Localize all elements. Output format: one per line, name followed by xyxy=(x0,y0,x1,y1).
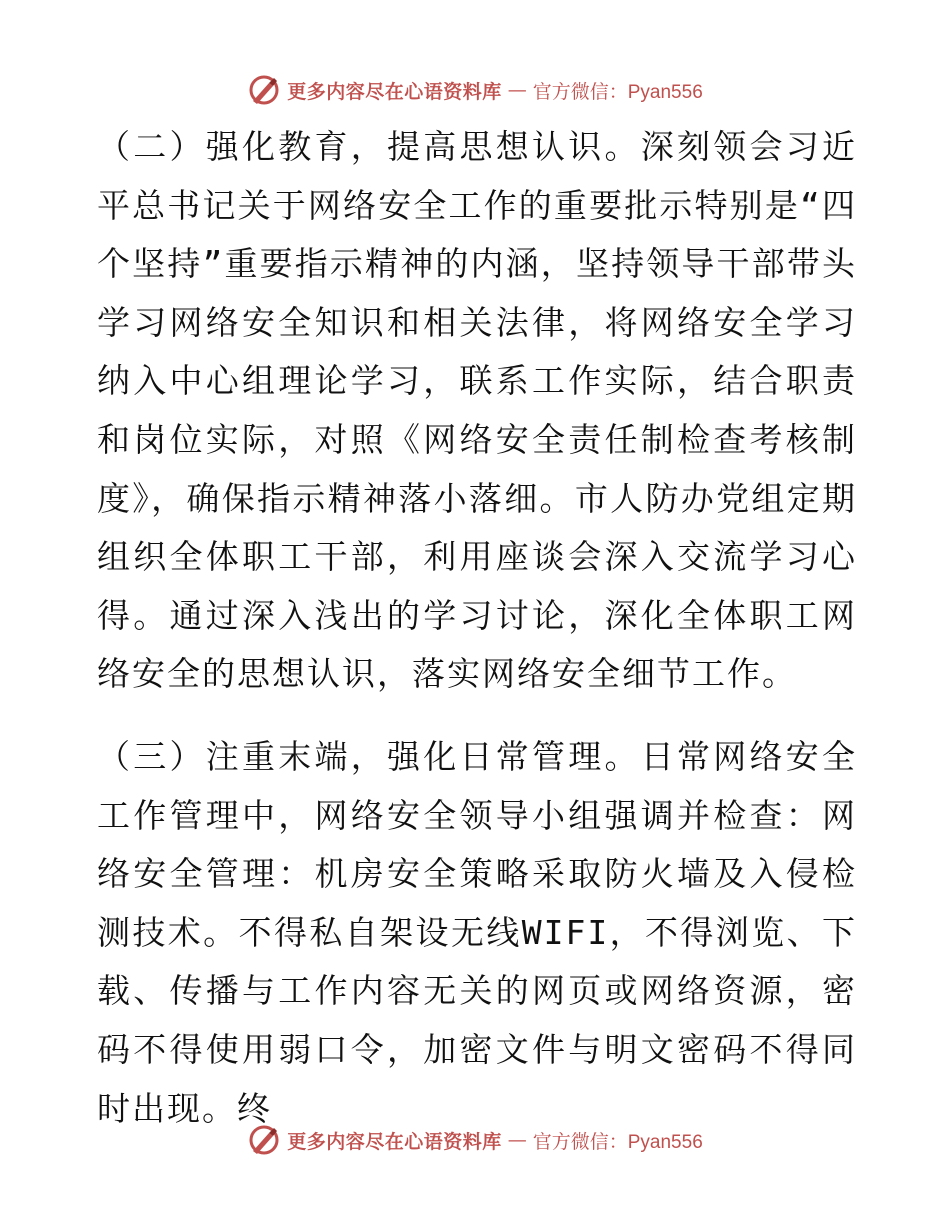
document-body xyxy=(97,118,857,1138)
paragraph-three: （三）注重末端，强化日常管理。日常网络安全工作管理中，网络安全领导小组强调并检查：网络安全管理：机房安全策略采取防火墙及入侵检测技术。不得私自架设无线WIFI，不得浏览、下载、传播与工作内容无关的网页或网络资源，密码不得使用弱口令，加密文件与明文密码不得同时出现。终 xyxy=(97,736,857,1128)
header-banner-text: 更多内容尽在心语资料库 xyxy=(287,80,502,103)
footer-watermark-banner xyxy=(0,1120,950,1160)
footer-banner-text: 更多内容尽在心语资料库 xyxy=(287,1130,502,1153)
footer-banner-wechat: 官方微信：Pyan556 xyxy=(532,1131,703,1153)
pen-logo-icon xyxy=(247,1123,281,1157)
header-banner-wechat: 官方微信：Pyan556 xyxy=(532,81,703,103)
paragraph-two: （二）强化教育，提高思想认识。深刻领会习近平总书记关于网络安全工作的重要批示特别是“四个坚持”重要指示精神的内涵，坚持领导干部带头学习网络安全知识和相关法律，将网络安全学习纳入中心组理论学习，联系工作实际，结合职责和岗位实际，对照《网络安全责任制检查考核制度》，确保指示精神落小落细。市人防办党组定期组织全体职工干部，利用座谈会深入交流学习心得。通过深入浅出的学习讨论，深化全体职工网络安全的思想认识，落实网络安全细节工作。 xyxy=(97,127,857,694)
pen-logo-icon xyxy=(247,73,281,107)
header-watermark-banner xyxy=(0,70,950,110)
footer-banner-dash: — xyxy=(507,1129,527,1151)
header-banner-dash: — xyxy=(507,79,527,101)
